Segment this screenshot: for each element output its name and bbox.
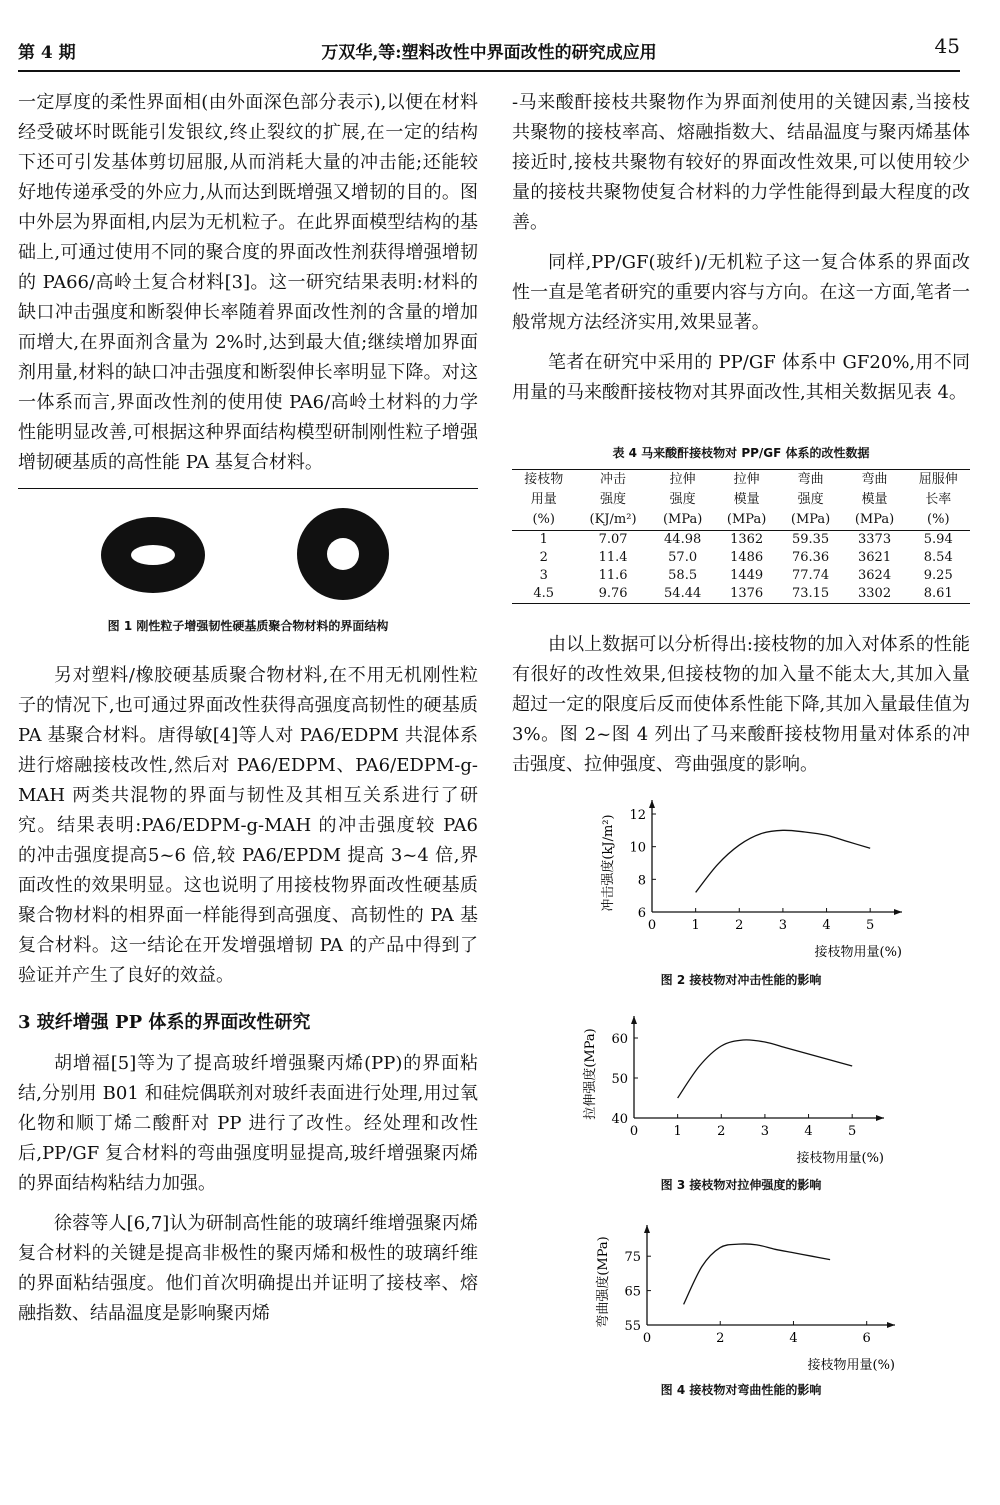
page-header <box>18 30 960 72</box>
paragraph: 胡增福[5]等为了提高玻纤增强聚丙烯(PP)的界面粘结,分别用 B01 和硅烷偶联剂对玻纤表面进行处理,用过氧化物和顺丁烯二酸酐对 PP 进行了改性。经处理和改性后,PP/GF 复合材料的弯曲强度明显提高,玻纤增强聚丙烯的界面结构粘结力加强。 <box>18 1053 478 1194</box>
x-tick-label: 5 <box>866 918 875 933</box>
series-line <box>678 1040 853 1098</box>
x-tick-label: 3 <box>778 918 788 933</box>
chart-flexural <box>512 1215 970 1398</box>
y-tick-label: 6 <box>637 906 646 921</box>
figure-caption: 图 1 刚性粒子增强韧性硬基质聚合物材料的界面结构 <box>107 619 389 633</box>
x-tick-label: 2 <box>716 1331 725 1346</box>
x-tick-label: 4 <box>789 1331 798 1346</box>
table-header-cell: 接枝物 <box>512 470 575 491</box>
table-cell: 54.44 <box>651 585 715 604</box>
table-cell: 3373 <box>858 532 892 547</box>
table-header-cell: 拉伸 <box>715 470 779 491</box>
y-tick-label: 75 <box>624 1250 641 1266</box>
y-axis-label: 弯曲强度(MPa) <box>596 1236 611 1328</box>
inner-particle <box>327 538 359 570</box>
table-cell: 9.76 <box>575 585 650 604</box>
table-cell: 44.98 <box>664 532 702 547</box>
left-column <box>18 88 478 1339</box>
table-cell: 1362 <box>730 532 764 547</box>
table-header-cell: (%) <box>907 510 970 531</box>
table-header-cell: (MPa) <box>843 510 907 531</box>
table-header-cell: 强度 <box>669 492 696 507</box>
y-tick-label: 10 <box>629 840 646 856</box>
table-header-cell: (KJ/m²) <box>575 510 650 531</box>
paragraph: 同样,PP/GF(玻纤)/无机粒子这一复合体系的界面改性一直是笔者研究的重要内容与方向。在这一方面,笔者一般常规方法经济实用,效果显著。 <box>512 252 970 333</box>
y-tick-label: 60 <box>611 1032 628 1047</box>
interface-structure-diagram <box>98 507 398 607</box>
x-axis-label: 接枝物用量(%) <box>814 945 902 960</box>
y-axis-label: 冲击强度(kJ/m²) <box>601 814 616 912</box>
x-axis-label: 接枝物用量(%) <box>796 1151 884 1166</box>
chart-flexural-svg <box>512 1215 970 1375</box>
x-tick-label: 0 <box>629 1124 639 1139</box>
x-tick-label: 4 <box>804 1124 813 1139</box>
x-axis-arrow <box>887 1322 895 1328</box>
table-header-cell: 屈服伸 <box>907 470 970 491</box>
figure-caption: 图 4 接枝物对弯曲性能的影响 <box>660 1383 822 1397</box>
paragraph: 另对塑料/橡胶硬基质聚合物材料,在不用无机刚性粒子的情况下,也可通过界面改性获得高强度高韧性的硬基质 PA 基聚合材料。唐得敏[4]等人对 PA6/EDPM 共混体系进行熔融接枝改性,然后对 PA6/EDPM、PA6/EDPM-g-MAH 两类共混物的界面与韧性及其相互关系进行了研究。结果表明:PA6/EDPM-g-MAH 的冲击强度较 PA6 的冲击强度提高5~6 倍,较 PA6/EPDM 提高 3~4 倍,界面改性的效果明显。这也说明了用接枝物界面改性硬基质聚合物材料的相界面一样能得到高强度、高韧性的 PA 基复合材料。这一结论在开发增强增韧 PA 的产品中得到了验证并产生了良好的效益。 <box>18 665 478 986</box>
paragraph: 由以上数据可以分析得出:接枝物的加入对体系的性能有很好的改性效果,但接枝物的加入量不能太大,其加入量超过一定的限度后反而使体系性能下降,其加入量最佳值为 3%。图 2~图 4 列出了马来酸酐接枝物用量对体系的冲击强度、拉伸强度、弯曲强度的影响。 <box>512 634 970 775</box>
table-header-cell: 弯曲 <box>843 470 907 491</box>
table-header-row <box>512 470 970 491</box>
table-header-cell: 模量 <box>733 492 760 507</box>
table-cell: 76.36 <box>791 550 830 565</box>
x-tick-label: 2 <box>717 1124 726 1139</box>
x-tick-label: 3 <box>760 1124 770 1139</box>
table-cell: 59.35 <box>791 532 830 547</box>
x-axis-label: 接枝物用量(%) <box>807 1358 895 1373</box>
y-tick-label: 55 <box>624 1319 641 1334</box>
table-cell: 3621 <box>858 550 892 565</box>
table-header-cell: 用量 <box>530 492 557 507</box>
table-cell: 9.25 <box>923 568 953 583</box>
table-header-cell: (MPa) <box>779 510 843 531</box>
table-cell: 77.74 <box>791 568 830 583</box>
table-row <box>512 567 970 585</box>
chart-tensile <box>512 1010 970 1193</box>
table-cell: 7.07 <box>598 532 628 547</box>
table-header-cell: (MPa) <box>651 510 715 531</box>
table-cell: 8.54 <box>923 550 953 565</box>
inner-particle <box>131 545 175 565</box>
table-header-cell: (MPa) <box>715 510 779 531</box>
x-tick-label: 4 <box>822 918 831 933</box>
paragraph: 一定厚度的柔性界面相(由外面深色部分表示),以便在材料经受破坏时既能引发银纹,终止裂纹的扩展,在一定的结构下还可引发基体剪切屈服,从而消耗大量的冲击能;还能较好地传递承受的外应力,从而达到既增强又增韧的目的。图中外层为界面相,内层为无机粒子。在此界面模型结构的基础上,可通过使用不同的聚合度的界面改性剂获得增强增韧的 PA66/高岭土复合材料[3]。这一研究结果表明:材料的缺口冲击强度和断裂伸长率随着界面改性剂的含量的增加而增大,在界面剂含量为 2%时,达到最大值;继续增加界面剂用量,材料的缺口冲击强度和断裂伸长率明显下降。对这一体系而言,界面改性剂的使用使 PA6/高岭土材料的力学性能明显改善,可根据这种界面结构模型研制刚性粒子增强增韧硬基质的高性能 PA 基复合材料。 <box>18 92 478 473</box>
table-header-cell: 冲击 <box>575 470 650 491</box>
table-header-cell: 弯曲 <box>779 470 843 491</box>
paragraph: 笔者在研究中采用的 PP/GF 体系中 GF20%,用不同用量的马来酸酐接枝物对其界面改性,其相关数据见表 4。 <box>512 352 970 403</box>
table-cell: 2 <box>539 550 548 565</box>
y-axis-label: 拉伸强度(MPa) <box>583 1028 598 1120</box>
x-tick-label: 0 <box>647 918 657 933</box>
table-cell: 8.61 <box>907 585 970 604</box>
paragraph: -马来酸酐接枝共聚物作为界面剂使用的关键因素,当接枝共聚物的接枝率高、熔融指数大、结晶温度与聚丙烯基体接近时,接枝共聚物有较好的界面改性效果,可以使用较少量的接枝共聚物使复合材料的力学性能得到最大程度的改善。 <box>512 92 970 233</box>
chart-impact <box>512 790 970 988</box>
table-header-cell: 拉伸 <box>651 470 715 491</box>
x-tick-label: 1 <box>691 918 700 933</box>
x-axis-arrow <box>894 909 902 915</box>
table-cell: 1 <box>539 532 548 547</box>
chart-impact-svg <box>512 790 970 965</box>
figure-caption: 图 3 接枝物对拉伸强度的影响 <box>660 1178 822 1192</box>
section-heading: 3 玻纤增强 PP 体系的界面改性研究 <box>18 1012 311 1033</box>
table-cell: 11.4 <box>598 550 628 565</box>
x-tick-label: 5 <box>848 1124 857 1139</box>
table-header-cell: 模量 <box>861 492 888 507</box>
y-axis-arrow <box>631 1016 637 1024</box>
y-tick-label: 12 <box>629 808 646 823</box>
data-table <box>512 469 970 604</box>
right-column <box>512 88 970 1398</box>
paragraph: 徐蓉等人[6,7]认为研制高性能的玻璃纤维增强聚丙烯复合材料的关键是提高非极性的聚丙烯和极性的玻璃纤维的界面粘结强度。他们首次明确提出并证明了接枝率、熔融指数、结晶温度是影响聚丙烯 <box>18 1213 478 1324</box>
table-header-row <box>512 490 970 510</box>
y-tick-label: 40 <box>611 1112 628 1127</box>
page-number: 45 <box>934 34 960 58</box>
y-tick-label: 8 <box>637 873 646 889</box>
table-cell: 3302 <box>843 585 907 604</box>
table-cell: 11.6 <box>598 568 628 583</box>
table-row <box>512 549 970 567</box>
table-cell: 1486 <box>730 550 764 565</box>
issue-number: 第 4 期 <box>18 43 76 63</box>
table-cell: 1449 <box>730 568 764 583</box>
figure-caption: 图 2 接枝物对冲击性能的影响 <box>660 973 822 987</box>
table-header-cell: (%) <box>512 510 575 531</box>
x-axis-arrow <box>876 1115 884 1121</box>
table-cell: 58.5 <box>668 568 698 583</box>
y-axis-arrow <box>644 1225 650 1233</box>
table-cell: 3 <box>539 568 548 583</box>
x-tick-label: 0 <box>642 1331 652 1346</box>
table-cell: 73.15 <box>779 585 843 604</box>
table-header-cell: 强度 <box>797 492 824 507</box>
table-header-cell: 长率 <box>925 492 952 507</box>
table-header-cell: 强度 <box>600 492 627 507</box>
chart-tensile-svg <box>512 1010 970 1170</box>
running-title: 万双华,等:塑料改性中界面改性的研究成应用 <box>321 43 657 63</box>
table-cell: 57.0 <box>668 550 698 565</box>
table-cell: 4.5 <box>512 585 575 604</box>
table-cell: 5.94 <box>923 532 953 547</box>
table-title: 表 4 马来酸酐接枝物对 PP/GF 体系的改性数据 <box>612 446 870 460</box>
x-tick-label: 6 <box>862 1331 871 1346</box>
table-row <box>512 531 970 550</box>
y-tick-label: 65 <box>624 1284 641 1300</box>
x-tick-label: 1 <box>673 1124 682 1139</box>
table-cell: 1376 <box>715 585 779 604</box>
table-header-row <box>512 510 970 531</box>
series-line <box>684 1244 830 1304</box>
x-tick-label: 2 <box>735 918 744 933</box>
figure-1 <box>18 488 478 649</box>
table-row <box>512 585 970 604</box>
y-axis-arrow <box>649 800 655 808</box>
table-cell: 3624 <box>858 568 892 583</box>
series-line <box>696 830 871 892</box>
y-tick-label: 50 <box>611 1072 628 1087</box>
